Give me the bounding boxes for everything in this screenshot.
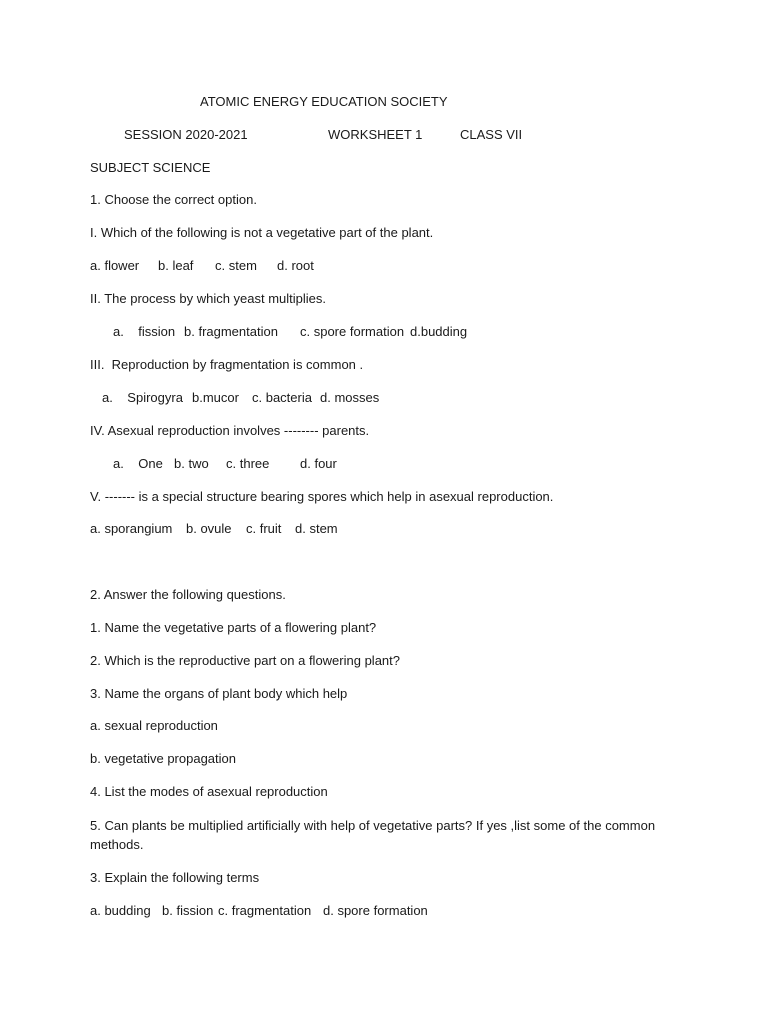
question-text: I. Which of the following is not a vegetative part of the plant. (90, 225, 434, 240)
class-label: CLASS VII (460, 127, 523, 142)
option: d. four (300, 456, 337, 471)
list-item: a. sexual reproduction (90, 718, 218, 733)
option: b. fission (162, 903, 214, 918)
option: a. fission (113, 324, 176, 339)
section1-heading: 1. Choose the correct option. (90, 192, 257, 207)
section2-heading: 2. Answer the following questions. (90, 587, 286, 602)
option: b. leaf (158, 258, 194, 273)
option: d.budding (410, 324, 468, 339)
option: a. Spirogyra (102, 390, 183, 405)
option: a. flower (90, 258, 140, 273)
option: c. spore formation (300, 324, 405, 339)
option: d. spore formation (323, 903, 428, 918)
option: b. ovule (186, 521, 232, 536)
subject-label: SUBJECT SCIENCE (90, 160, 211, 175)
session-label: SESSION 2020-2021 (124, 127, 248, 142)
question-text: III. Reproduction by fragmentation is common . (90, 357, 364, 372)
question-text: IV. Asexual reproduction involves -------- parents. (90, 423, 370, 438)
org-title: ATOMIC ENERGY EDUCATION SOCIETY (200, 94, 448, 109)
question-text: II. The process by which yeast multiplies. (90, 291, 327, 306)
option: d. mosses (320, 390, 380, 405)
worksheet-label: WORKSHEET 1 (328, 127, 423, 142)
option: d. stem (295, 521, 338, 536)
option: a. budding (90, 903, 151, 918)
option: d. root (277, 258, 314, 273)
option: a. sporangium (90, 521, 173, 536)
option: c. stem (215, 258, 257, 273)
option: c. bacteria (252, 390, 312, 405)
option: c. three (226, 456, 270, 471)
option: b. fragmentation (184, 324, 278, 339)
list-item: 5. Can plants be multiplied artificially with help of vegetative parts? If yes ,list some of the common (90, 818, 656, 833)
option: a. One (113, 456, 163, 471)
list-item: 3. Name the organs of plant body which help (90, 686, 348, 701)
section3-heading: 3. Explain the following terms (90, 870, 260, 885)
list-item: 2. Which is the reproductive part on a flowering plant? (90, 653, 401, 668)
option: c. fruit (246, 521, 282, 536)
question-text: V. ------- is a special structure bearing spores which help in asexual reproduction. (90, 489, 554, 504)
list-item: 1. Name the vegetative parts of a flowering plant? (90, 620, 377, 635)
list-item: methods. (90, 837, 144, 852)
option: c. fragmentation (218, 903, 312, 918)
list-item: 4. List the modes of asexual reproduction (90, 784, 328, 799)
list-item: b. vegetative propagation (90, 751, 236, 766)
option: b.mucor (192, 390, 239, 405)
option: b. two (174, 456, 209, 471)
